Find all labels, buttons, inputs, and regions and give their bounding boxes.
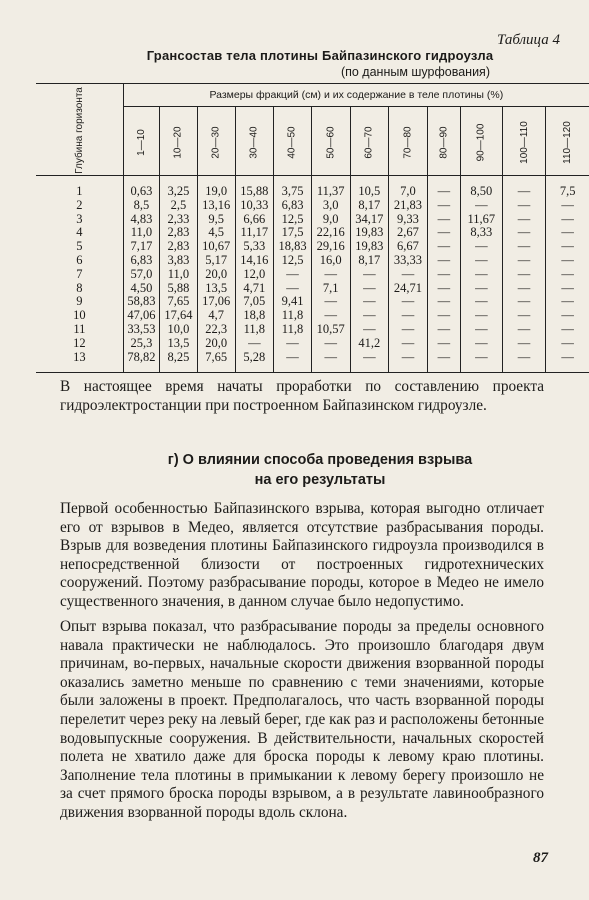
table-cell: 34,17	[350, 213, 389, 227]
table-cell: 11,8	[235, 323, 274, 337]
table-cell: 19,83	[350, 226, 389, 240]
table-cell: 18,83	[274, 240, 312, 254]
table-cell: 11,17	[235, 226, 274, 240]
table-cell: —	[427, 295, 460, 309]
table-cell: —	[389, 268, 428, 282]
table-cell: —	[311, 309, 350, 323]
table-cell: 58,83	[127, 294, 156, 309]
table-cell: 11,0	[160, 268, 198, 282]
table-cell: 25,3	[130, 335, 153, 350]
table-row	[36, 213, 589, 227]
table-cell: —	[502, 309, 546, 323]
depth-cell: 6	[36, 254, 123, 268]
table-cell: 17,64	[160, 309, 198, 323]
table-cell: 11,37	[311, 176, 350, 199]
table-cell: 9,33	[389, 213, 428, 227]
table-cell: —	[546, 268, 589, 282]
table-cell: 6,83	[274, 199, 312, 213]
table-cell: 3,83	[160, 254, 198, 268]
fraction-header	[197, 107, 235, 176]
depth-cell: 3	[36, 213, 123, 227]
table-cell: —	[546, 295, 589, 309]
table-cell: —	[461, 323, 503, 337]
table-cell: 9,5	[197, 213, 235, 227]
table-cell: 5,17	[197, 254, 235, 268]
table-cell: 11,67	[461, 213, 503, 227]
table-cell: 3,75	[274, 176, 312, 199]
table-cell: 9,0	[311, 213, 350, 227]
table-cell: 8,33	[461, 226, 503, 240]
table-cell: 2,83	[160, 240, 198, 254]
table-cell: —	[427, 226, 460, 240]
table-cell: 7,0	[389, 176, 428, 199]
table-cell: 8,25	[160, 351, 198, 373]
table-cell: 5,88	[160, 282, 198, 296]
table-cell: 10,0	[160, 323, 198, 337]
fraction-header-label: 80—90	[438, 125, 450, 159]
table-cell: 2,5	[160, 199, 198, 213]
fraction-header-label: 70—80	[402, 125, 414, 159]
table-cell: 13,5	[197, 282, 235, 296]
paragraph-1-text: Первой особенностью Байпазинского взрыва, которая выгодно отличает его от взрывов в Медео, является отсутствие разбрасывания породы. Взрыв для возведения плотины Байпазинского гидроузла производился в непосредственной близости от построенных гидротехнических сооружений. Поэтому разбрасывание породы, которое в Медео не имело существенного значения, в данном случае было недопустимо.	[60, 500, 544, 610]
table-cell: —	[389, 351, 428, 373]
table-cell: —	[502, 323, 546, 337]
table-cell: —	[461, 254, 503, 268]
table-cell: —	[311, 351, 350, 373]
fraction-header-label: 20—30	[210, 125, 222, 159]
table-cell: 20,0	[197, 337, 235, 351]
table-cell: 7,17	[130, 239, 153, 254]
table-cell: 21,83	[389, 199, 428, 213]
table-cell: 7,5	[546, 176, 589, 199]
table-cell: 7,1	[311, 282, 350, 296]
table-cell: 16,0	[311, 254, 350, 268]
table-cell: —	[274, 351, 312, 373]
table-cell: 5,33	[235, 240, 274, 254]
table-cell: 10,57	[311, 323, 350, 337]
fraction-header-label: 110—120	[562, 120, 574, 164]
table-cell: —	[546, 282, 589, 296]
table-row	[36, 337, 589, 351]
table-cell: —	[274, 268, 312, 282]
section-heading-line-2: на его результаты	[254, 472, 386, 488]
table-cell: 8,5	[133, 197, 150, 212]
table-cell: —	[502, 213, 546, 227]
table-cell: —	[546, 240, 589, 254]
table-cell: —	[350, 295, 389, 309]
table-cell: 10,33	[235, 199, 274, 213]
table-cell: 10,67	[197, 240, 235, 254]
fraction-header	[502, 107, 546, 176]
table-cell: 9,41	[274, 295, 312, 309]
table-cell: 11,8	[274, 309, 312, 323]
depth-cell: 1	[36, 176, 123, 199]
table-cell: 41,2	[350, 337, 389, 351]
table-cell: —	[546, 226, 589, 240]
table-cell: —	[427, 254, 460, 268]
table-cell: 17,5	[274, 226, 312, 240]
table-cell: 12,5	[274, 254, 312, 268]
table-cell: 11,8	[274, 323, 312, 337]
table-cell: 19,0	[197, 176, 235, 199]
fraction-span-header: Размеры фракций (см) и их содержание в теле плотины (%)	[123, 84, 589, 107]
table-row	[36, 254, 589, 268]
table-cell: —	[427, 351, 460, 373]
table-cell: —	[350, 268, 389, 282]
fraction-header-label: 60—70	[363, 125, 375, 159]
intro-text: В настоящее время начаты проработки по составлению проекта гидроэлектростанции при построенном Байпазинском гидроузле.	[60, 378, 544, 414]
depth-cell: 9	[36, 295, 123, 309]
granulometry-table	[36, 83, 589, 373]
table-cell: 4,7	[197, 309, 235, 323]
table-cell: —	[427, 240, 460, 254]
table-cell: —	[350, 351, 389, 373]
table-cell: 13,5	[160, 337, 198, 351]
depth-cell: 8	[36, 282, 123, 296]
table-cell: —	[546, 254, 589, 268]
table-cell: 12,0	[235, 268, 274, 282]
fraction-header-label: 1—10	[135, 128, 147, 156]
table-cell: —	[389, 295, 428, 309]
table-cell: 18,8	[235, 309, 274, 323]
table-cell: 8,17	[350, 199, 389, 213]
table-cell: —	[546, 199, 589, 213]
table-cell: 4,5	[197, 226, 235, 240]
fraction-header	[546, 107, 589, 176]
intro-paragraph	[60, 378, 544, 415]
table-row	[36, 268, 589, 282]
fraction-header	[461, 107, 503, 176]
table-cell: 2,33	[160, 213, 198, 227]
depth-cell: 4	[36, 226, 123, 240]
fraction-header-label: 40—50	[287, 125, 299, 159]
table-cell: 10,5	[350, 176, 389, 199]
table-cell: —	[461, 351, 503, 373]
table-cell: —	[461, 282, 503, 296]
fraction-header	[274, 107, 312, 176]
table-row	[36, 226, 589, 240]
table-cell: —	[427, 176, 460, 199]
table-cell: —	[274, 282, 312, 296]
table-cell: —	[502, 295, 546, 309]
table-cell: 17,06	[197, 295, 235, 309]
table-cell: —	[461, 240, 503, 254]
table-cell: —	[502, 337, 546, 351]
table-cell: —	[502, 240, 546, 254]
table-cell: 78,82	[127, 349, 156, 364]
fraction-header-label: 100—110	[518, 120, 530, 164]
fraction-header	[235, 107, 274, 176]
table-cell: 8,17	[350, 254, 389, 268]
depth-header	[36, 84, 123, 176]
table-cell: —	[427, 323, 460, 337]
table-cell: —	[389, 309, 428, 323]
table-cell: 3,25	[160, 176, 198, 199]
table-cell: —	[461, 268, 503, 282]
fraction-header-label: 90—100	[475, 123, 487, 161]
table-cell: 4,50	[130, 280, 153, 295]
table-caption: Таблица 4	[497, 32, 560, 48]
table-cell: 2,67	[389, 226, 428, 240]
table-cell: —	[502, 268, 546, 282]
table-cell: —	[502, 176, 546, 199]
table-subtitle: (по данным шурфования)	[340, 65, 490, 79]
fraction-header	[160, 107, 198, 176]
fraction-header-label: 10—20	[172, 125, 184, 159]
table-cell: —	[311, 295, 350, 309]
page-number: 87	[533, 850, 548, 866]
table-cell: 6,83	[130, 252, 153, 267]
table-cell: 33,53	[127, 321, 156, 336]
table-cell: 0,63	[130, 184, 153, 198]
body-paragraph-1	[60, 500, 544, 612]
table-cell: 12,5	[274, 213, 312, 227]
table-row	[36, 351, 589, 373]
depth-cell: 7	[36, 268, 123, 282]
table-cell: —	[502, 226, 546, 240]
depth-cell: 11	[36, 323, 123, 337]
section-heading-line-1: г) О влиянии способа проведения взрыва	[167, 452, 473, 468]
fraction-header	[350, 107, 389, 176]
depth-cell: 10	[36, 309, 123, 323]
table-cell: —	[461, 309, 503, 323]
table-cell: 2,83	[160, 226, 198, 240]
paragraph-2-text: Опыт взрыва показал, что разбрасывание породы за пределы основного навала практически не наблюдалось. Это произошло благодаря двум причинам, во-первых, начальные скорости движения взорванной породы оказались заметно меньше по сравнению с теми значениями, которые были заложены в проект. Предполагалось, что часть взорванной породы перелетит через реку на левый берег, где как раз и расположены бетонные водовыпускные сооружения. В действительности, начальных скоростей полета не хватило даже для броска породы к левому краю плотины. Заполнение тела плотины в примыкании к левому берегу произошло не за счет прямого броска породы взрывом, а в результате лавинообразного движения взорванной породы вдоль склона.	[60, 618, 544, 821]
table-cell: —	[427, 213, 460, 227]
table-cell: —	[350, 282, 389, 296]
table-cell: —	[502, 282, 546, 296]
table-cell: —	[502, 351, 546, 373]
table-cell: 7,65	[160, 295, 198, 309]
table-cell: 22,16	[311, 226, 350, 240]
table-cell: —	[427, 282, 460, 296]
table-cell: —	[502, 254, 546, 268]
table-cell: —	[350, 309, 389, 323]
table-row	[36, 199, 589, 213]
table-cell: —	[427, 199, 460, 213]
depth-header-label: Глубина горизонта	[73, 87, 85, 174]
table-cell: —	[546, 213, 589, 227]
depth-cell: 12	[36, 337, 123, 351]
table-cell: 15,88	[235, 176, 274, 199]
table-cell: 13,16	[197, 199, 235, 213]
table-cell: 5,28	[235, 351, 274, 373]
table-row	[36, 282, 589, 296]
depth-cell: 5	[36, 240, 123, 254]
table-cell: —	[546, 337, 589, 351]
depth-cell: 13	[36, 351, 123, 373]
table-cell: 7,65	[197, 351, 235, 373]
fraction-header-label: 50—60	[325, 125, 337, 159]
table-cell: —	[389, 337, 428, 351]
table-cell: —	[461, 199, 503, 213]
table-cell: 4,71	[235, 282, 274, 296]
table-cell: 47,06	[127, 308, 156, 323]
table-cell: 3,0	[311, 199, 350, 213]
table-cell: 8,50	[461, 176, 503, 199]
table-cell: 7,05	[235, 295, 274, 309]
table-cell: —	[427, 337, 460, 351]
table-cell: 33,33	[389, 254, 428, 268]
table-row	[36, 176, 589, 199]
table-cell: —	[427, 309, 460, 323]
table-cell: 19,83	[350, 240, 389, 254]
table-row	[36, 295, 589, 309]
fraction-header	[427, 107, 460, 176]
table-row	[36, 309, 589, 323]
table-cell: 20,0	[197, 268, 235, 282]
table-cell: —	[389, 323, 428, 337]
table-cell: —	[546, 351, 589, 373]
body-paragraph-2	[60, 618, 544, 823]
table-cell: —	[311, 337, 350, 351]
fraction-header	[311, 107, 350, 176]
table-cell: 4,83	[130, 211, 153, 226]
fraction-header-label: 30—40	[248, 125, 260, 159]
table-cell: —	[274, 337, 312, 351]
section-heading	[150, 450, 490, 490]
table-cell: —	[311, 268, 350, 282]
table-cell: —	[427, 268, 460, 282]
table-body	[36, 176, 589, 373]
table-row	[36, 323, 589, 337]
table-cell: 6,67	[389, 240, 428, 254]
table-cell: 29,16	[311, 240, 350, 254]
table-cell: 11,0	[130, 225, 153, 240]
table-cell: 24,71	[389, 282, 428, 296]
table-cell: —	[350, 323, 389, 337]
table-cell: —	[502, 199, 546, 213]
fraction-header	[123, 107, 159, 176]
table-cell: 14,16	[235, 254, 274, 268]
table-cell: —	[235, 337, 274, 351]
table-title: Грансостав тела плотины Байпазинского гидроузла	[146, 48, 494, 63]
table-cell: —	[546, 309, 589, 323]
table-cell: —	[461, 337, 503, 351]
table-row	[36, 240, 589, 254]
fraction-header	[389, 107, 428, 176]
depth-cell: 2	[36, 199, 123, 213]
table-cell: 57,0	[130, 266, 153, 281]
table-cell: 6,66	[235, 213, 274, 227]
table-cell: —	[461, 295, 503, 309]
table-cell: —	[546, 323, 589, 337]
table-cell: 22,3	[197, 323, 235, 337]
